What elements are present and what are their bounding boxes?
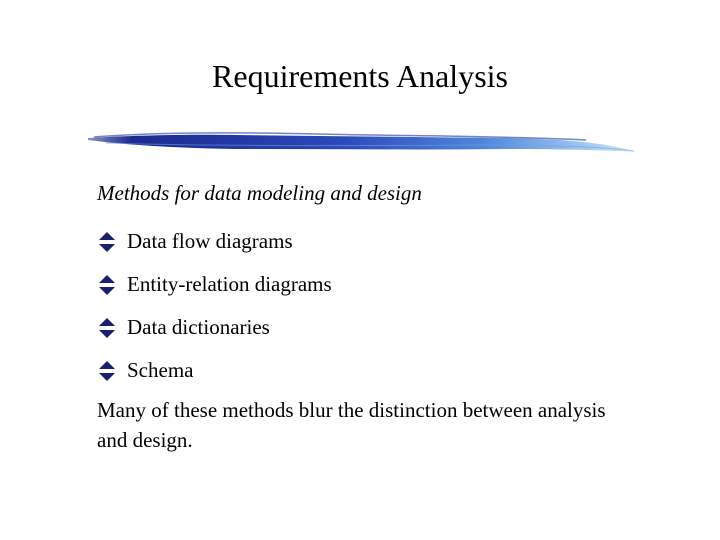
list-item-label: Data dictionaries [127, 315, 270, 339]
list-item [97, 306, 332, 349]
body-paragraph: Many of these methods blur the distinction between analysis and design. [97, 398, 606, 452]
list-item [97, 220, 332, 263]
list-item-label: Schema [127, 358, 194, 382]
section-subheading: Methods for data modeling and design [97, 181, 422, 205]
list-item [97, 263, 332, 306]
bullet-list [97, 220, 332, 392]
list-item [97, 349, 332, 392]
brush-stroke-divider [86, 128, 638, 164]
diamond-arrows-bullet-icon [97, 316, 117, 340]
list-item-label: Entity-relation diagrams [127, 272, 332, 296]
diamond-arrows-bullet-icon [97, 230, 117, 254]
list-item-label: Data flow diagrams [127, 229, 293, 253]
diamond-arrows-bullet-icon [97, 273, 117, 297]
diamond-arrows-bullet-icon [97, 359, 117, 383]
slide-title: Requirements Analysis [212, 58, 508, 94]
